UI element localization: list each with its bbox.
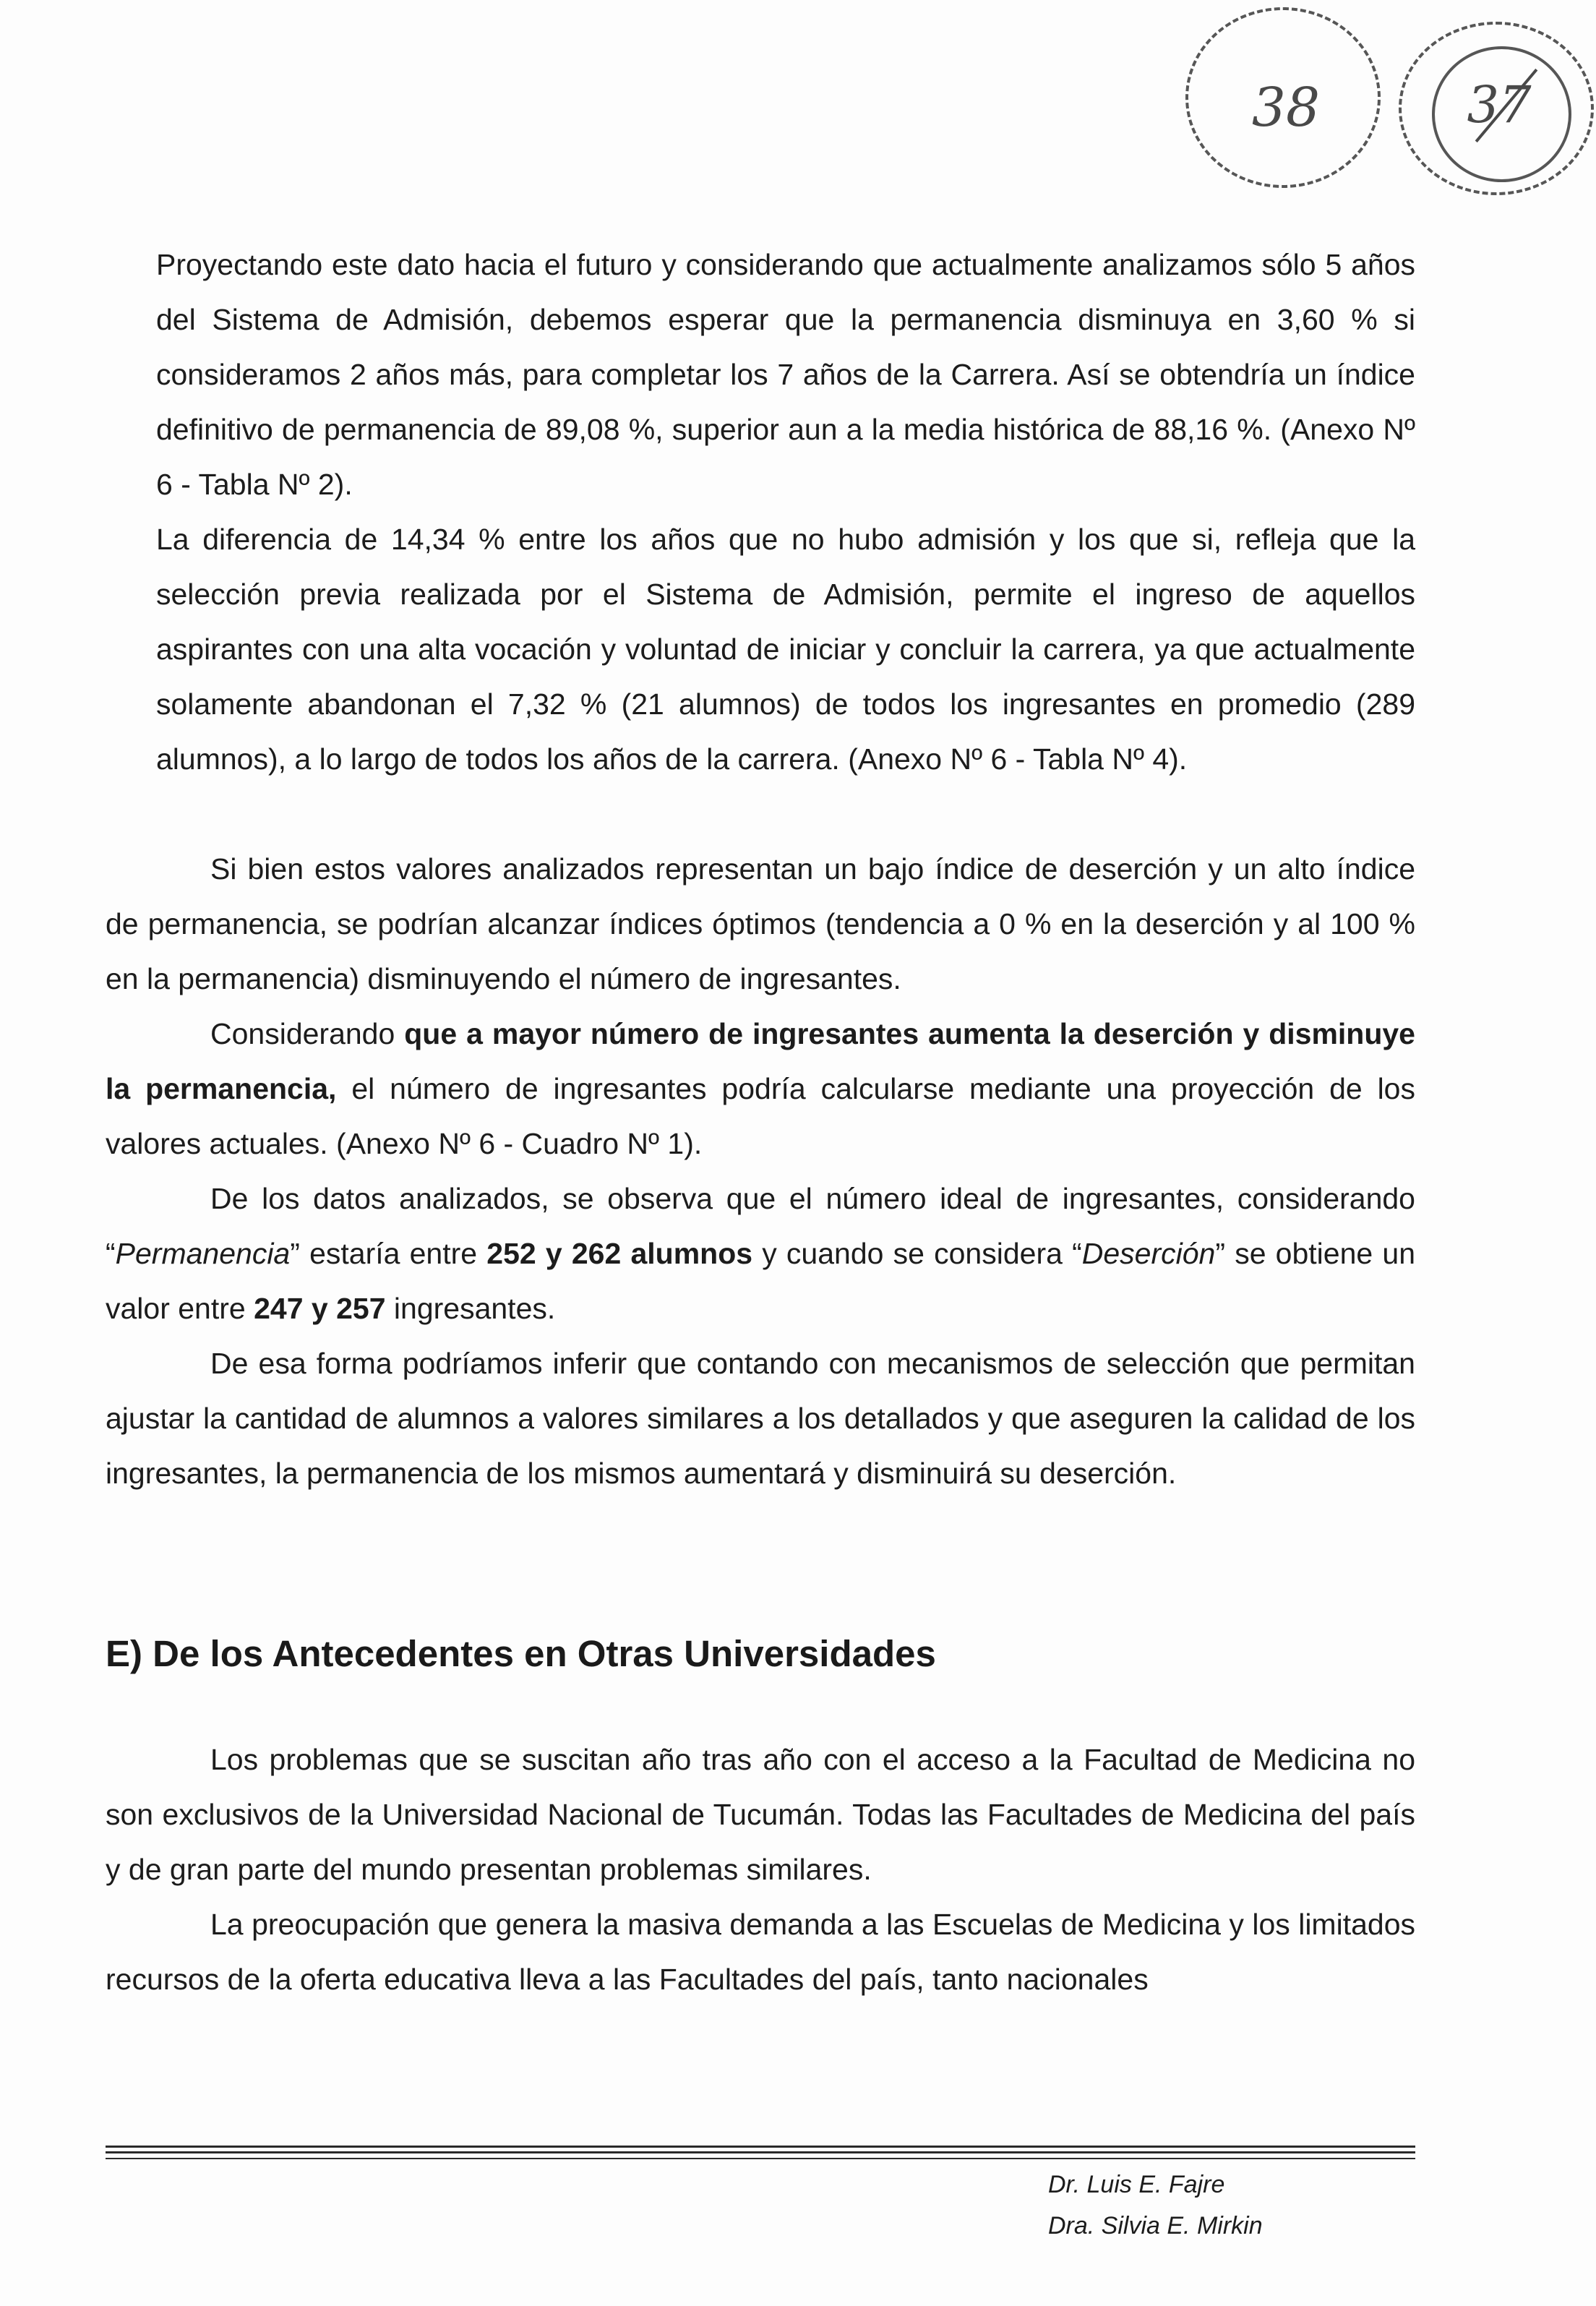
folio-stamp-right: [1399, 22, 1594, 195]
considerando-bold: que a mayor número de ingresantes aumenta la deserción y disminuye la permanencia,: [106, 1017, 1415, 1105]
paragraph-forma: De esa forma podríamos inferir que contando con mecanismos de selección que permitan ajustar la cantidad de alumnos a valores similares a los detallados y que aseguren la calidad de los ingresantes, la permanencia de los mismos aumentará y disminuirá su deserción.: [106, 1347, 1415, 1490]
paragraph-proyectando: Proyectando este dato hacia el futuro y considerando que actualmente analizamos sólo 5 años del Sistema de Admisión, debemos esperar que la permanencia disminuya en 3,60 % si consideramos 2 años más, para completar los 7 años de la Carrera. Así se obtendría un índice definitivo de permanencia de 89,08 %, superior aun a la media histórica de 88,16 %. (Anexo Nº 6 - Tabla Nº 2).: [156, 248, 1415, 501]
folio-stamp-left: [1185, 7, 1381, 188]
footer-author-1: Dr. Luis E. Fajre: [1048, 2171, 1225, 2198]
datos-t5: ingresantes.: [385, 1292, 556, 1325]
paragraph-datos: [106, 1171, 1415, 1336]
datos-t1: De los datos analizados, se observa que el número ideal de ingresantes, considerando “: [106, 1182, 1415, 1270]
considerando-pre: Considerando: [210, 1017, 405, 1050]
main-text-block: [106, 841, 1415, 1501]
footer-rule-middle: [106, 2151, 1415, 2153]
paragraph-preocupacion: La preocupación que genera la masiva demanda a las Escuelas de Medicina y los limitados recursos de la oferta educativa lleva a las Facultades del país, tanto nacionales: [106, 1908, 1415, 1996]
paragraph-indice: Si bien estos valores analizados representan un bajo índice de deserción y un alto índice de permanencia, se podrían alcanzar índices óptimos (tendencia a 0 % en la deserción y al 100 % en la permanencia) disminuyendo el número de ingresantes.: [106, 852, 1415, 995]
datos-desercion: Deserción: [1081, 1237, 1216, 1270]
datos-t3: y cuando se considera “: [752, 1237, 1082, 1270]
datos-t4: ” se obtiene un valor entre: [106, 1237, 1415, 1325]
datos-permanencia: Permanencia: [115, 1237, 291, 1270]
datos-t2: ” estaría entre: [290, 1237, 487, 1270]
datos-range-desercion: 247 y 257: [254, 1292, 386, 1325]
footer-rule-top: [106, 2146, 1415, 2148]
section-text-block: [106, 1732, 1415, 2007]
paragraph-problemas: Los problemas que se suscitan año tras año con el acceso a la Facultad de Medicina no son exclusivos de la Universidad Nacional de Tucumán. Todas las Facultades de Medicina del país y de gran parte del mundo presentan problemas similares.: [106, 1743, 1415, 1886]
paragraph-considerando: [106, 1006, 1415, 1171]
footer-author-2: Dra. Silvia E. Mirkin: [1048, 2212, 1263, 2239]
folio-number-right: 37: [1467, 75, 1532, 134]
footer-rule-bottom: [106, 2158, 1415, 2159]
datos-range-permanencia: 252 y 262 alumnos: [486, 1237, 753, 1270]
folio-number-left: 38: [1251, 77, 1321, 139]
paragraph-diferencia: La diferencia de 14,34 % entre los años que no hubo admisión y los que si, refleja que la selección previa realizada por el Sistema de Admisión, permite el ingreso de aquellos aspirantes con una alta vocación y voluntad de iniciar y concluir la carrera, ya que actualmente solamente abandonan el 7,32 % (21 alumnos) de todos los ingresantes en promedio (289 alumnos), a lo largo de todos los años de la carrera. (Anexo Nº 6 - Tabla Nº 4).: [156, 523, 1415, 776]
section-heading: E) De los Antecedentes en Otras Universidades: [106, 1633, 936, 1674]
top-text-block: [156, 237, 1415, 786]
considerando-post: el número de ingresantes podría calcularse mediante una proyección de los valores actuales. (Anexo Nº 6 - Cuadro Nº 1).: [106, 1072, 1415, 1160]
